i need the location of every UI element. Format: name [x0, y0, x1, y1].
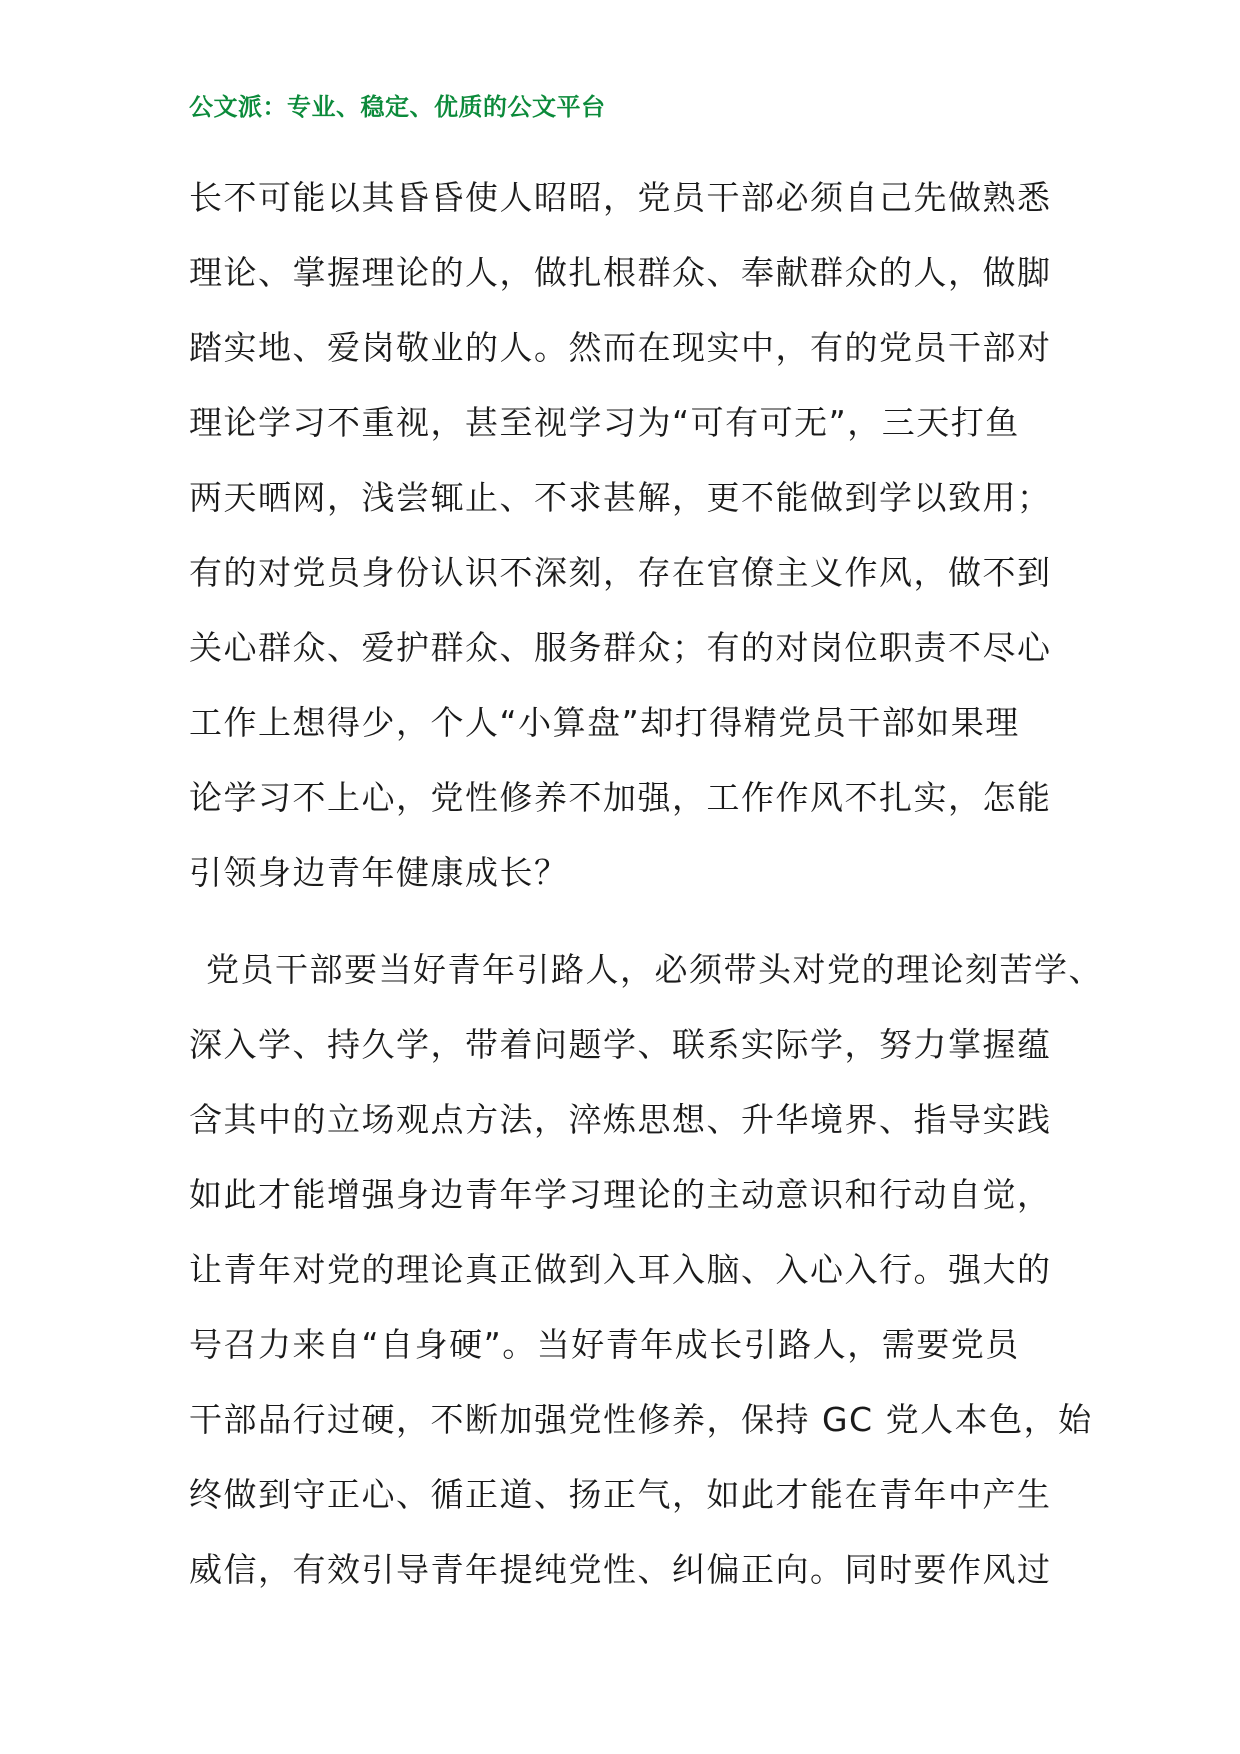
- paragraph: [189, 160, 1089, 910]
- text-line: 论学习不上心，党性修养不加强，工作作风不扎实，怎能: [189, 778, 1052, 817]
- text-line: 工作上想得少，个人“小算盘”却打得精党员干部如果理: [189, 703, 1020, 742]
- text-line: 理论学习不重视，甚至视学习为“可有可无”，三天打鱼: [189, 403, 1020, 442]
- text-line: 理论、掌握理论的人，做扎根群众、奉献群众的人，做脚: [189, 253, 1052, 292]
- text-line: 含其中的立场观点方法，淬炼思想、升华境界、指导实践: [189, 1100, 1052, 1139]
- paragraph: [189, 932, 1103, 1607]
- text-line: 号召力来自“自身硬”。当好青年成长引路人，需要党员: [189, 1325, 1020, 1364]
- text-line: 让青年对党的理论真正做到入耳入脑、入心入行。强大的: [189, 1250, 1052, 1289]
- text-line: 如此才能增强身边青年学习理论的主动意识和行动自觉，: [189, 1175, 1052, 1214]
- page-header-title: 公文派：专业、稳定、优质的公文平台: [189, 92, 606, 121]
- text-line: 有的对党员身份认识不深刻，存在官僚主义作风，做不到: [189, 553, 1052, 592]
- text-line: 终做到守正心、循正道、扬正气，如此才能在青年中产生: [189, 1475, 1052, 1514]
- text-line: 踏实地、爱岗敬业的人。然而在现实中，有的党员干部对: [189, 328, 1052, 367]
- text-line: 干部品行过硬，不断加强党性修养，保持 GC 党人本色，始: [189, 1400, 1093, 1439]
- text-line: 党员干部要当好青年引路人，必须带头对党的理论刻苦学、: [206, 950, 1103, 989]
- text-line: 两天晒网，浅尝辄止、不求甚解，更不能做到学以致用；: [189, 478, 1052, 517]
- text-line: 关心群众、爱护群众、服务群众；有的对岗位职责不尽心: [189, 628, 1052, 667]
- text-line: 引领身边青年健康成长？: [189, 853, 569, 892]
- text-line: 深入学、持久学，带着问题学、联系实际学，努力掌握蕴: [189, 1025, 1052, 1064]
- text-line: 长不可能以其昏昏使人昭昭，党员干部必须自己先做熟悉: [189, 178, 1052, 217]
- text-line: 威信，有效引导青年提纯党性、纠偏正向。同时要作风过: [189, 1550, 1052, 1589]
